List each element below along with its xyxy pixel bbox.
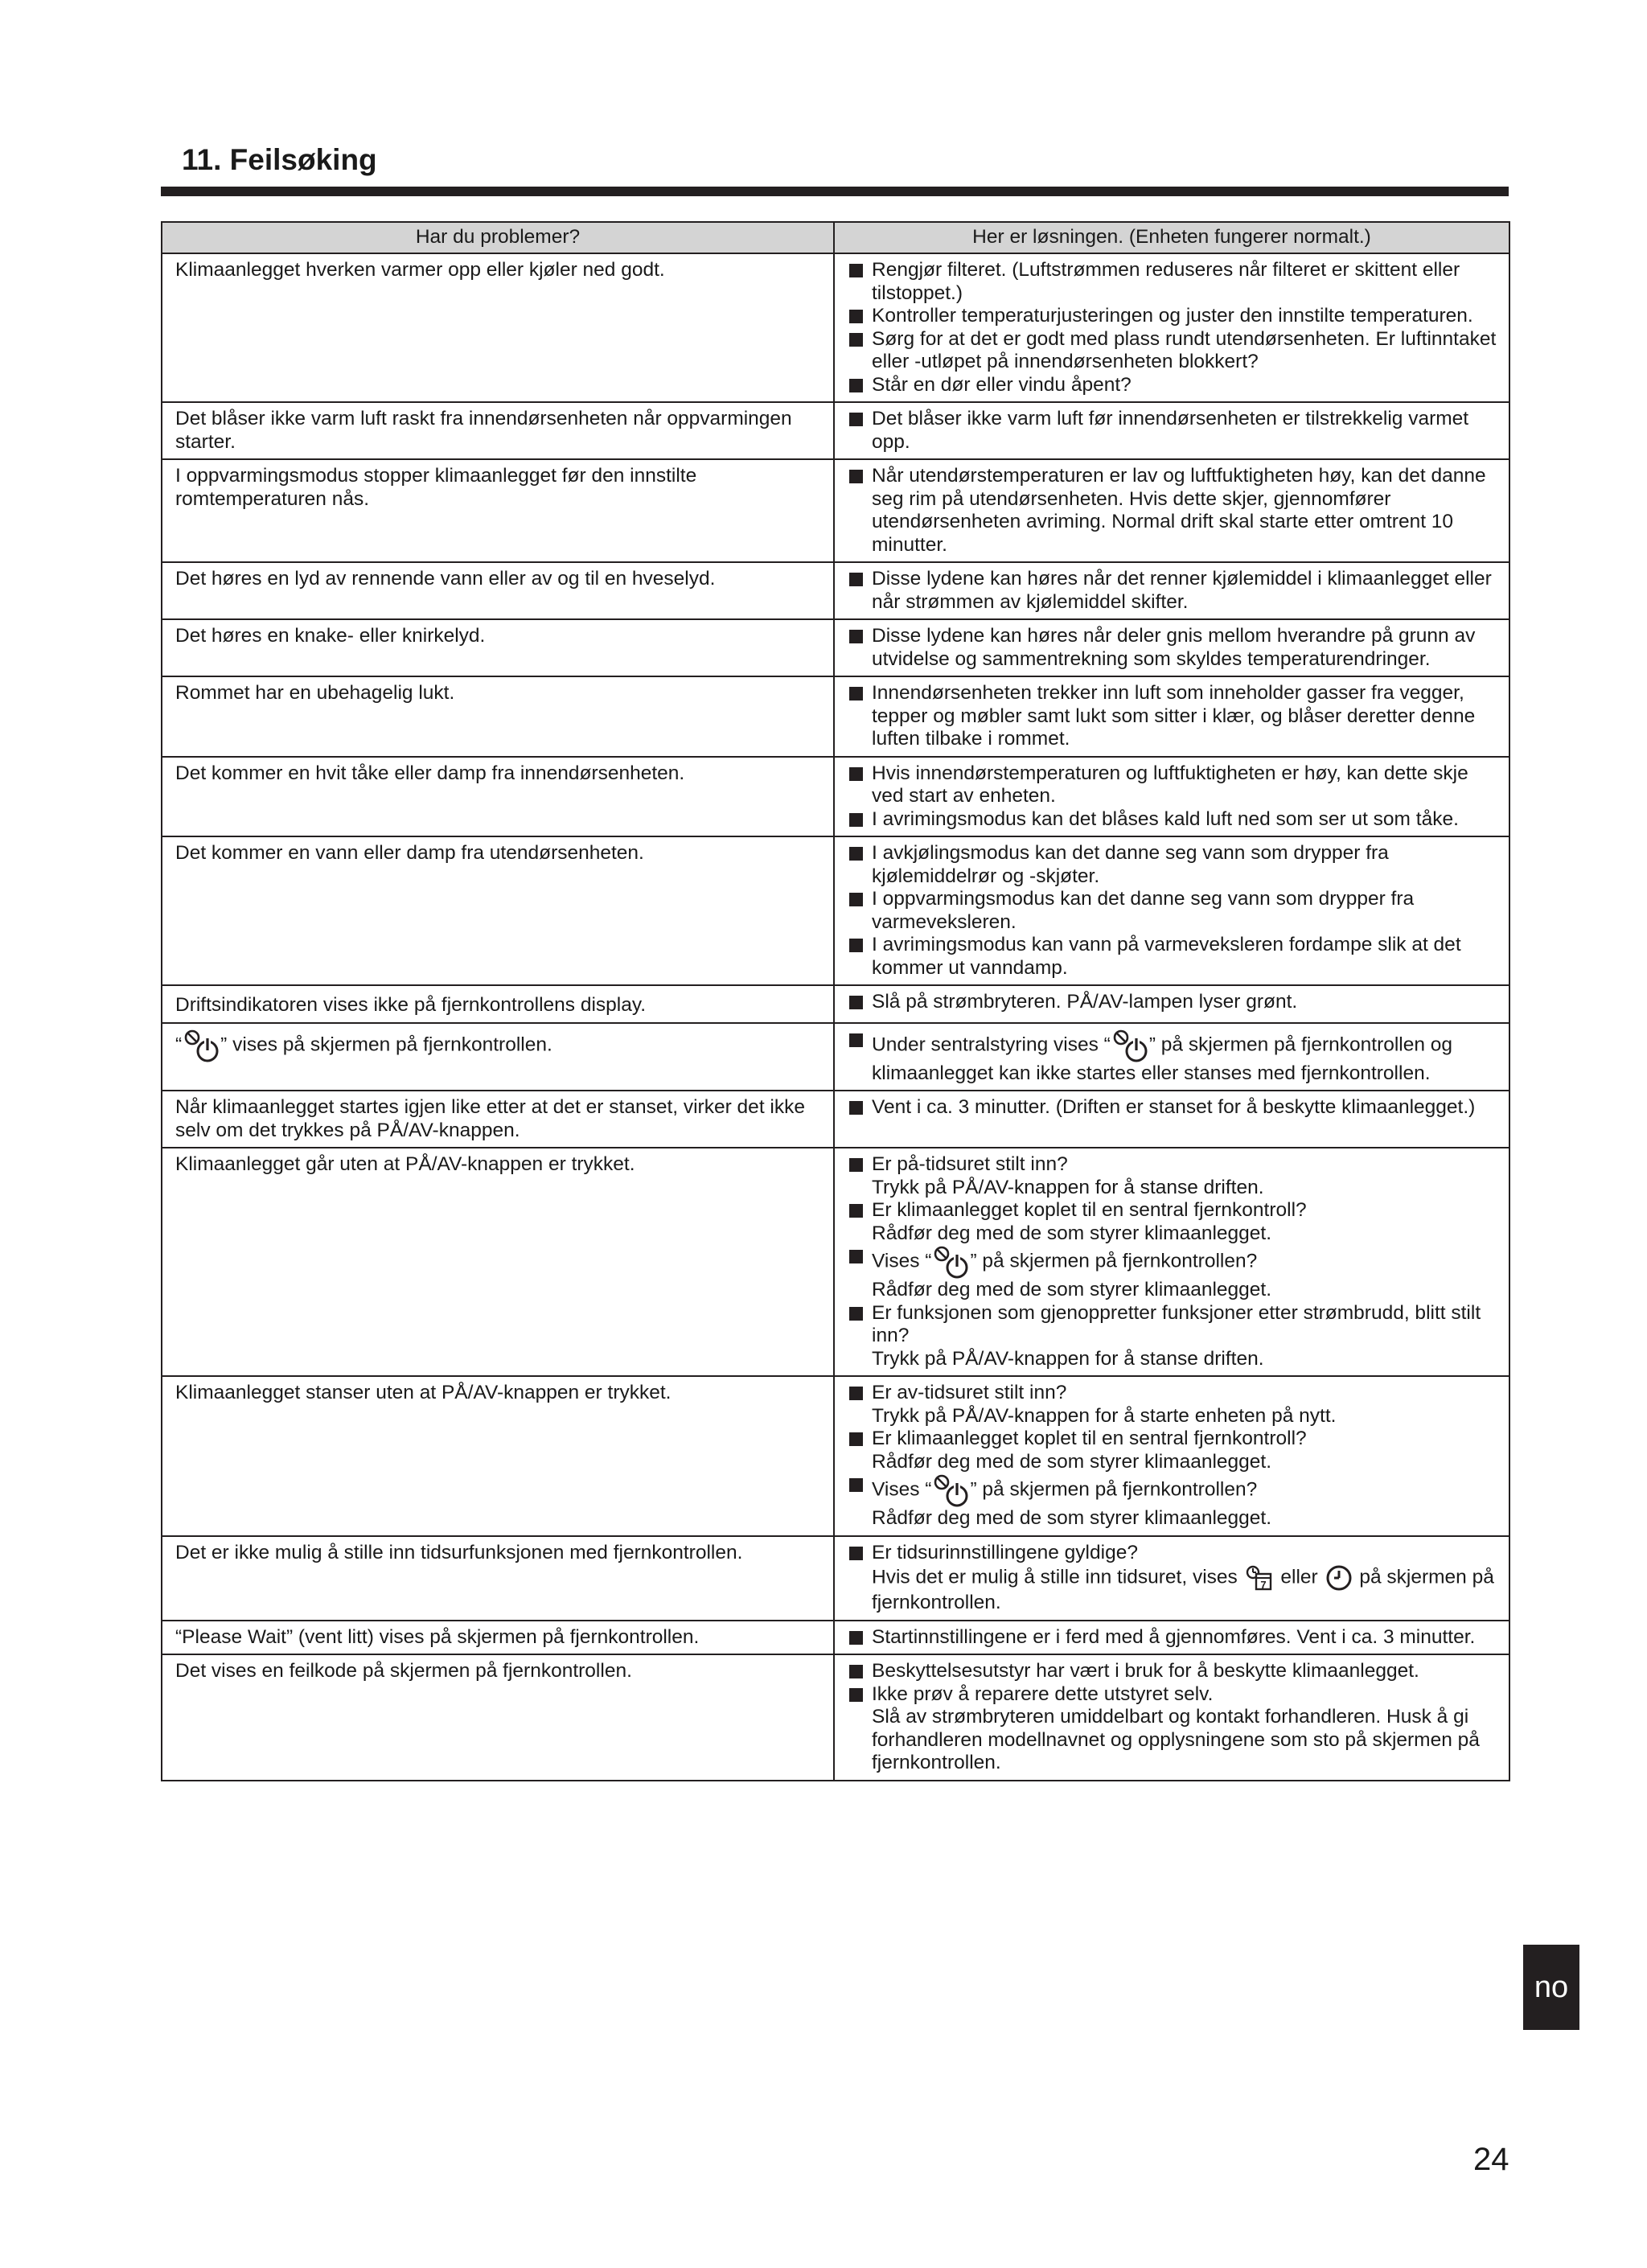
- solution-cell: [834, 1023, 1509, 1091]
- page-number: 24: [1473, 2142, 1509, 2177]
- solution-continuation: Rådfør deg med de som styrer klimaanlegget.: [872, 1507, 1272, 1529]
- solution-item: Slå på strømbryteren. PÅ/AV-lampen lyser grønt.: [849, 991, 1497, 1014]
- solution-cell: [834, 1654, 1509, 1781]
- table-row: [162, 1023, 1509, 1091]
- solution-item: Er klimaanlegget koplet til en sentral fjernkontroll?: [849, 1199, 1497, 1222]
- solution-cell: [834, 619, 1509, 676]
- table-row: [162, 253, 1509, 402]
- solution-item: Er klimaanlegget koplet til en sentral fjernkontroll?: [849, 1428, 1497, 1451]
- solution-item: Er av-tidsuret stilt inn?: [849, 1382, 1497, 1405]
- problem-cell: Klimaanlegget hverken varmer opp eller kjøler ned godt.: [162, 253, 834, 402]
- central-control-icon: [933, 1245, 968, 1279]
- solution-cell: [834, 1376, 1509, 1536]
- table-row: [162, 562, 1509, 619]
- solution-item: Hvis innendørstemperaturen og luftfuktigheten er høy, kan dette skje ved start av enheten.: [849, 762, 1497, 808]
- solution-item: I avkjølingsmodus kan det danne seg vann som drypper fra kjølemiddelrør og -skjøter.: [849, 842, 1497, 888]
- central-control-icon: [933, 1473, 968, 1507]
- column-header-problem: Har du problemer?: [162, 222, 834, 253]
- solution-item: Innendørsenheten trekker inn luft som inneholder gasser fra vegger, tepper og møbler samt lukt som sitter i klær, og blåser deretter denne luften tilbake i rommet.: [849, 682, 1497, 751]
- solution-text-mid: eller: [1280, 1566, 1318, 1588]
- problem-cell: Det er ikke mulig å stille inn tidsurfunksjonen med fjernkontrollen.: [162, 1536, 834, 1621]
- solution-cell: [834, 562, 1509, 619]
- solution-text-pre: Vises “: [872, 1478, 932, 1501]
- table-row: [162, 1654, 1509, 1781]
- table-row: [162, 676, 1509, 757]
- solution-continuation: klimaanlegget kan ikke startes eller stanses med fjernkontrollen.: [872, 1062, 1431, 1084]
- solution-text-post: på skjermen på fjernkontrollen.: [872, 1566, 1494, 1613]
- table-header-row: [162, 222, 1509, 253]
- problem-cell: Det kommer en hvit tåke eller damp fra innendørsenheten.: [162, 757, 834, 837]
- solution-item: Disse lydene kan høres når det renner kjølemiddel i klimaanlegget eller når strømmen av kjølemiddel skifter.: [849, 568, 1497, 614]
- problem-cell: Det høres en knake- eller knirkelyd.: [162, 619, 834, 676]
- central-control-icon: [183, 1029, 219, 1062]
- table-row: [162, 1148, 1509, 1376]
- solution-item: Disse lydene kan høres når deler gnis mellom hverandre på grunn av utvidelse og sammentrekning som skyldes temperaturendringer.: [849, 625, 1497, 671]
- table-row: [162, 1621, 1509, 1655]
- weekly-timer-icon: [1245, 1564, 1274, 1592]
- problem-cell: “Please Wait” (vent litt) vises på skjermen på fjernkontrollen.: [162, 1621, 834, 1655]
- solution-cell: [834, 1536, 1509, 1621]
- column-header-solution: Her er løsningen. (Enheten fungerer normalt.): [834, 222, 1509, 253]
- page-title: 11. Feilsøking: [182, 143, 377, 176]
- solution-cell: [834, 985, 1509, 1023]
- clock-timer-icon: [1325, 1564, 1353, 1592]
- problem-cell: I oppvarmingsmodus stopper klimaanlegget før den innstilte romtemperaturen nås.: [162, 459, 834, 562]
- problem-cell: Klimaanlegget går uten at PÅ/AV-knappen er trykket.: [162, 1148, 834, 1376]
- solution-item: [849, 1473, 1497, 1507]
- solution-item: Det blåser ikke varm luft før innendørsenheten er tilstrekkelig varmet opp.: [849, 408, 1497, 454]
- solution-cell: [834, 676, 1509, 757]
- solution-cell: [834, 836, 1509, 985]
- table-row: [162, 1091, 1509, 1148]
- solution-text-post: ” på skjermen på fjernkontrollen?: [970, 1250, 1258, 1272]
- solution-text-pre: Hvis det er mulig å stille inn tidsuret, vises: [872, 1566, 1238, 1588]
- solution-item: Beskyttelsesutstyr har vært i bruk for å beskytte klimaanlegget.: [849, 1660, 1497, 1683]
- solution-text-post: ” på skjermen på fjernkontrollen?: [970, 1478, 1258, 1501]
- problem-cell: Driftsindikatoren vises ikke på fjernkontrollens display.: [162, 985, 834, 1023]
- solution-item: Er funksjonen som gjenoppretter funksjoner etter strømbrudd, blitt stilt inn?: [849, 1302, 1497, 1348]
- solution-continuation: Slå av strømbryteren umiddelbart og kontakt forhandleren. Husk å gi forhandleren modellnavnet og opplysningene som sto på skjermen på fjernkontrollen.: [872, 1706, 1480, 1773]
- title-rule: [161, 187, 1509, 196]
- solution-cell: [834, 1148, 1509, 1376]
- solution-continuation: Rådfør deg med de som styrer klimaanlegget.: [872, 1450, 1272, 1473]
- table-row: [162, 1376, 1509, 1536]
- solution-item: Ikke prøv å reparere dette utstyret selv.: [849, 1683, 1497, 1707]
- solution-item: Er tidsurinnstillingene gyldige?: [849, 1542, 1497, 1565]
- problem-cell: Det vises en feilkode på skjermen på fjernkontrollen.: [162, 1654, 834, 1781]
- solution-continuation: Trykk på PÅ/AV-knappen for å stanse driften.: [872, 1347, 1264, 1370]
- solution-item: [849, 1245, 1497, 1279]
- solution-item: Er på-tidsuret stilt inn?: [849, 1153, 1497, 1177]
- table-row: [162, 402, 1509, 459]
- solution-text-pre: Under sentralstyring vises “: [872, 1033, 1111, 1055]
- table-row: [162, 619, 1509, 676]
- solution-continuation: Rådfør deg med de som styrer klimaanlegget.: [872, 1279, 1272, 1300]
- table-row: [162, 757, 1509, 837]
- table-row: [162, 1536, 1509, 1621]
- solution-item: Står en dør eller vindu åpent?: [849, 374, 1497, 397]
- solution-continuation: Trykk på PÅ/AV-knappen for å stanse driften.: [872, 1176, 1264, 1198]
- problem-cell: Det kommer en vann eller damp fra utendørsenheten.: [162, 836, 834, 985]
- solution-cell: [834, 757, 1509, 837]
- problem-cell: Det høres en lyd av rennende vann eller av og til en hveselyd.: [162, 562, 834, 619]
- table-row: [162, 836, 1509, 985]
- solution-item: Når utendørstemperaturen er lav og luftfuktigheten høy, kan det danne seg rim på utendørsenheten. Hvis dette skjer, gjennomfører utendørsenheten avriming. Normal drift skal starte etter omtrent 10 minutter.: [849, 465, 1497, 557]
- solution-cell: [834, 459, 1509, 562]
- solution-continuation: [849, 1564, 1497, 1615]
- problem-cell: Rommet har en ubehagelig lukt.: [162, 676, 834, 757]
- problem-cell: Det blåser ikke varm luft raskt fra innendørsenheten når oppvarmingen starter.: [162, 402, 834, 459]
- central-control-icon: [1112, 1029, 1148, 1062]
- solution-item: [849, 1029, 1497, 1062]
- solution-cell: [834, 402, 1509, 459]
- problem-text-post: ” vises på skjermen på fjernkontrollen.: [220, 1033, 552, 1055]
- solution-cell: [834, 1091, 1509, 1148]
- problem-cell: Klimaanlegget stanser uten at PÅ/AV-knappen er trykket.: [162, 1376, 834, 1536]
- solution-text-pre: Vises “: [872, 1250, 932, 1272]
- solution-item: I avrimingsmodus kan det blåses kald luft ned som ser ut som tåke.: [849, 808, 1497, 832]
- solution-item: Startinnstillingene er i ferd med å gjennomføres. Vent i ca. 3 minutter.: [849, 1626, 1497, 1650]
- table-row: [162, 985, 1509, 1023]
- solution-cell: [834, 1621, 1509, 1655]
- solution-item: Rengjør filteret. (Luftstrømmen reduseres når filteret er skittent eller tilstoppet.): [849, 259, 1497, 305]
- problem-cell: [162, 1023, 834, 1091]
- solution-item: Sørg for at det er godt med plass rundt utendørsenheten. Er luftinntaket eller -utløpet på innendørsenheten blokkert?: [849, 328, 1497, 374]
- solution-item: I avrimingsmodus kan vann på varmeveksleren fordampe slik at det kommer ut vanndamp.: [849, 934, 1497, 980]
- solution-cell: [834, 253, 1509, 402]
- svg-text:7: 7: [1259, 1579, 1267, 1591]
- solution-continuation: Trykk på PÅ/AV-knappen for å starte enheten på nytt.: [872, 1404, 1337, 1427]
- solution-item: Kontroller temperaturjusteringen og juster den innstilte temperaturen.: [849, 305, 1497, 328]
- solution-continuation: Rådfør deg med de som styrer klimaanlegget.: [872, 1222, 1272, 1244]
- troubleshooting-table: [161, 221, 1510, 1781]
- solution-item: Vent i ca. 3 minutter. (Driften er stanset for å beskytte klimaanlegget.): [849, 1096, 1497, 1120]
- table-row: [162, 459, 1509, 562]
- problem-text-pre: “: [175, 1033, 183, 1055]
- solution-item: I oppvarmingsmodus kan det danne seg vann som drypper fra varmeveksleren.: [849, 888, 1497, 934]
- language-tab: no: [1523, 1945, 1579, 2030]
- solution-text-post: ” på skjermen på fjernkontrollen og: [1148, 1033, 1453, 1055]
- problem-cell: Når klimaanlegget startes igjen like etter at det er stanset, virker det ikke selv om det trykkes på PÅ/AV-knappen.: [162, 1091, 834, 1148]
